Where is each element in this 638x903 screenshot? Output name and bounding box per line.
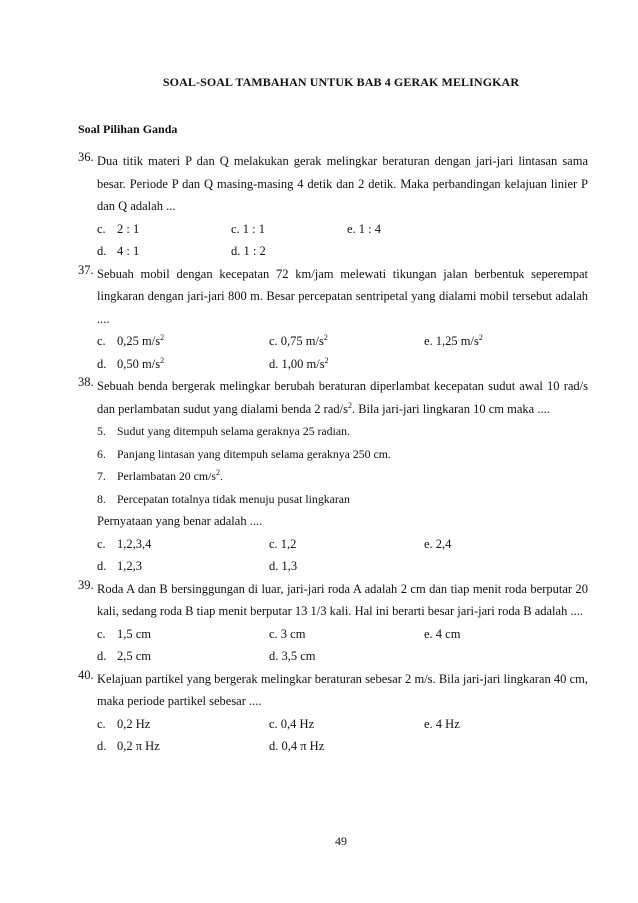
- option-c-alt: c. 0,4 Hz: [269, 716, 315, 731]
- option-row: [97, 713, 588, 736]
- option-d: d. 0,50 $m/s^2$: [97, 355, 165, 371]
- option-row: [97, 353, 588, 376]
- option-row: [97, 240, 588, 263]
- option-e: e. 4 Hz: [424, 716, 460, 731]
- option-d-alt: d. 1,3: [269, 559, 298, 573]
- option-e: e. 1 : 4: [347, 221, 382, 236]
- option-d: d. 2,5 cm: [97, 649, 152, 663]
- question-39: [78, 578, 588, 668]
- statement-6: 6. Panjang lintasan yang ditempuh selama geraknya 250 cm.: [97, 446, 391, 461]
- question-stem: Dua titik materi P dan Q melakukan gerak melingkar beraturan dengan jari-jari lintasan sama besar. Periode P dan Q masing-masing 4 detik dan 2 detik. Maka perbandingan kelajuan linier P dan Q adalah ...: [97, 154, 588, 213]
- question-number: 36.: [78, 150, 94, 164]
- option-row: [97, 330, 588, 353]
- option-e: e. 1,25 $m/s^2$: [424, 333, 483, 348]
- page-number: 49: [335, 834, 347, 848]
- question-number: 38.: [78, 375, 94, 389]
- question-stem: Sebuah mobil dengan kecepatan 72 km/jam melewati tikungan jalan berbentuk seperempat lingkaran dengan jari-jari 800 m. Besar percepatan sentripetal yang dialami mobil tersebut adalah ....: [97, 266, 588, 326]
- option-c-alt: c. 3 cm: [269, 626, 306, 641]
- option-c-alt: c. 0,75 $m/s^2$: [269, 333, 328, 348]
- statement-8: 8. Percepatan totalnya tidak menuju pusat lingkaran: [97, 491, 350, 506]
- question-40: [78, 668, 588, 758]
- option-c-alt: c. 1 : 1: [231, 221, 266, 236]
- option-row: [97, 623, 588, 646]
- option-d: d. 0,2 π Hz: [97, 739, 160, 753]
- option-row: [97, 218, 588, 241]
- question-37: [78, 263, 588, 376]
- option-d-alt: d. 0,4 π Hz: [269, 739, 325, 753]
- statement-7: 7. Perlambatan 20 $cm/s^2$.: [97, 468, 223, 483]
- option-c: c. 1,5 cm: [97, 626, 152, 641]
- question-number: 39.: [78, 577, 94, 592]
- option-c: c. 1,2,3,4: [97, 536, 152, 551]
- option-row: [97, 735, 588, 758]
- option-row: [97, 645, 588, 668]
- option-row: [97, 533, 588, 556]
- section-heading: Soal Pilihan Ganda: [78, 122, 178, 136]
- option-c: c. 0,25 $m/s^2$: [97, 333, 165, 348]
- option-c-alt: c. 1,2: [269, 536, 297, 551]
- option-d: d. 1,2,3: [97, 559, 142, 573]
- option-d: d. 4 : 1: [97, 244, 140, 258]
- question-stem: Kelajuan partikel yang bergerak melingkar beraturan sebesar 2 m/s. Bila jari-jari lingkaran 40 cm, maka periode partikel sebesar ....: [97, 671, 588, 708]
- question-38: [78, 375, 588, 578]
- option-c: c. 2 : 1: [97, 221, 140, 236]
- option-e: e. 2,4: [424, 536, 452, 551]
- option-c: c. 0,2 Hz: [97, 716, 151, 731]
- question-36: [78, 150, 588, 263]
- question-stem: Sebuah benda bergerak melingkar berubah beraturan diperlambat kecepatan sudut awal 10 rad/s dan perlambatan sudut yang dialami benda 2 rad/$s^2$. Bila jari-jari lingkaran 10 cm maka ....: [97, 379, 588, 416]
- option-d-alt: d. 1,00 $m/s^2$: [269, 355, 329, 371]
- option-d-alt: d. 3,5 cm: [269, 649, 316, 663]
- question-stem: Roda A dan B bersinggungan di luar, jari-jari roda A adalah 2 cm dan tiap menit roda berputar 20 kali, sedang roda B tiap menit berputar 13 1/3 kali. Hal ini berarti besar jari-jari roda B adalah ....: [97, 581, 588, 618]
- question-number: 40.: [78, 667, 94, 682]
- statement-5: 5. Sudut yang ditempuh selama geraknya 25 radian.: [97, 424, 350, 438]
- question-list: [78, 150, 588, 758]
- page-title: SOAL-SOAL TAMBAHAN UNTUK BAB 4 GERAK MELINGKAR: [162, 75, 520, 89]
- option-row: [97, 555, 588, 578]
- question-number: 37.: [78, 262, 94, 277]
- option-d-alt: d. 1 : 2: [231, 244, 266, 258]
- question-prompt: Pernyataan yang benar adalah ....: [97, 514, 263, 528]
- option-e: e. 4 cm: [424, 626, 461, 641]
